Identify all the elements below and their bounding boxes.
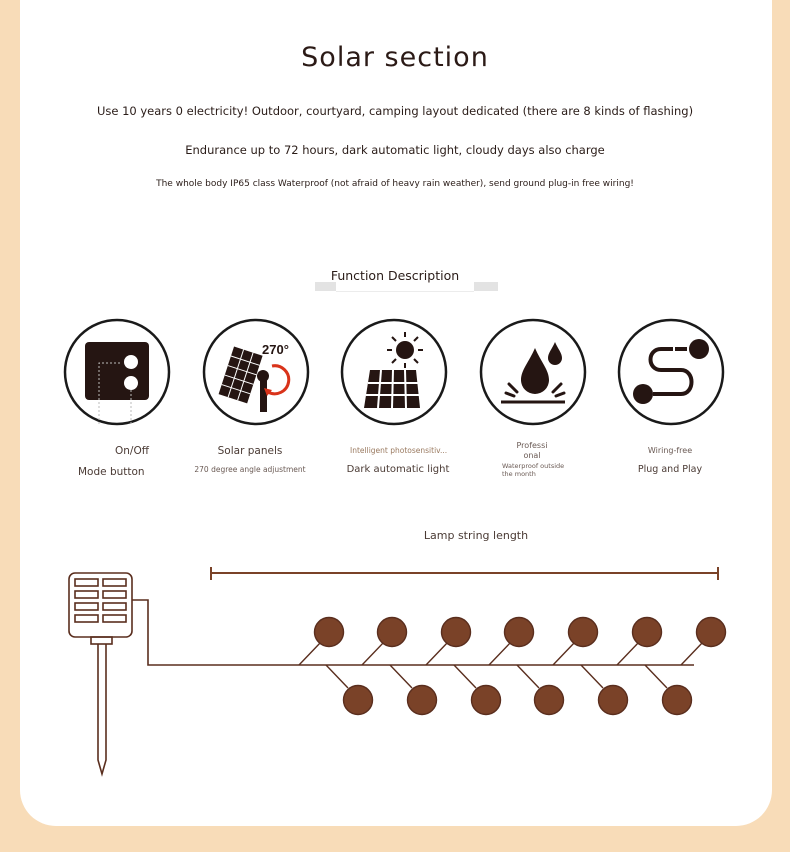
bulb-wire: [581, 665, 603, 688]
heading-rule: [336, 291, 474, 292]
bulb: [663, 686, 692, 715]
feature-line-3: The whole body IP65 class Waterproof (not afraid of heavy rain weather), send ground plug-in free wiring!: [156, 179, 634, 189]
bulb-wire: [645, 665, 667, 688]
rotation-badge: 270°: [262, 342, 289, 357]
bulb: [535, 686, 564, 715]
heading-bar-left: [315, 282, 336, 291]
bulb: [633, 618, 662, 647]
switch-label-a: On/Off: [115, 445, 149, 457]
bulb: [505, 618, 534, 647]
heading-bar-right: [474, 282, 498, 291]
wiring-free-icon: [617, 318, 725, 426]
light-sub: Intelligent photosensitiv...: [350, 446, 448, 455]
bulb-wire: [617, 642, 639, 665]
panel-sub: 270 degree angle adjustment: [194, 465, 306, 474]
bulb-wire: [553, 642, 575, 665]
water-sub: Waterproof outside the month: [502, 462, 565, 478]
switch-icon: [63, 318, 171, 426]
bulb: [378, 618, 407, 647]
lamp-length-label: Lamp string length: [423, 529, 529, 542]
feature-line-1: Use 10 years 0 electricity! Outdoor, courtyard, camping layout dedicated (there are 8 kinds of flashing): [96, 104, 694, 118]
page-title: Solar section: [301, 42, 489, 73]
waterproof-icon: [479, 318, 587, 426]
section-heading: Function Description: [330, 268, 460, 283]
feature-line-2: Endurance up to 72 hours, dark automatic light, cloudy days also charge: [185, 143, 605, 157]
bulb: [472, 686, 501, 715]
solar-panel-rotate-icon: [202, 318, 310, 426]
bulb: [697, 618, 726, 647]
wire-sub: Wiring-free: [647, 446, 693, 455]
bulb-wire: [326, 665, 348, 688]
bulb-wire: [517, 665, 539, 688]
bulb: [344, 686, 373, 715]
panel-label: Solar panels: [217, 445, 283, 457]
bulb-wire: [362, 642, 384, 665]
bulb: [315, 618, 344, 647]
bulb: [569, 618, 598, 647]
switch-label-b: Mode button: [78, 466, 145, 478]
lamp-string-diagram: [0, 560, 790, 780]
bulb-wire: [426, 642, 448, 665]
light-label: Dark automatic light: [346, 464, 450, 475]
bulb-wire: [454, 665, 476, 688]
wire-label: Plug and Play: [637, 464, 703, 475]
bulb-wire: [681, 642, 703, 665]
bulb: [442, 618, 471, 647]
water-label: Professi onal: [516, 441, 548, 460]
bulb: [408, 686, 437, 715]
bulb-wire: [390, 665, 412, 688]
bulb: [599, 686, 628, 715]
sun-panel-icon: [340, 318, 448, 426]
bulb-wire: [489, 642, 511, 665]
bulb-wire: [299, 642, 321, 665]
